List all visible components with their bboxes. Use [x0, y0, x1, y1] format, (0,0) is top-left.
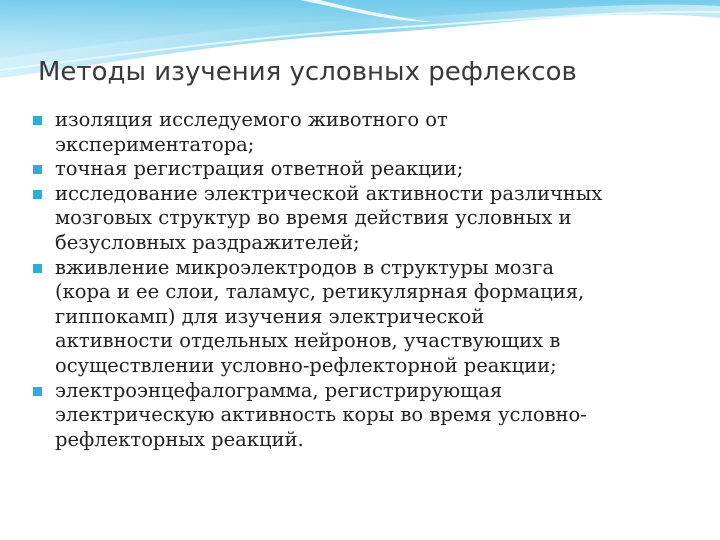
square-bullet-icon [33, 165, 42, 174]
bullet-line: мозговых структур во время действия условных и [55, 206, 572, 230]
bullet-item-microelectrodes [0, 256, 720, 379]
bullet-line: изоляция исследуемого животного от [55, 108, 448, 131]
bullet-line: рефлекторных реакций. [55, 427, 304, 451]
bullet-item-eeg [0, 379, 720, 453]
slide-title: Методы изучения условных рефлексов [38, 57, 577, 87]
square-bullet-icon [33, 116, 42, 125]
bullet-line: (кора и ее слои, таламус, ретикулярная формация, [55, 280, 585, 304]
square-bullet-icon [33, 264, 42, 273]
bullet-item-isolation [0, 108, 720, 157]
bullet-item-registration [0, 157, 720, 182]
bullet-line: электроэнцефалограмма, регистрирующая [55, 378, 503, 402]
bullet-line: вживление микроэлектродов в структуры мозга [55, 255, 554, 279]
bullet-list [0, 108, 720, 452]
bullet-line: исследование электрической активности различных [55, 181, 603, 205]
bullet-item-electrical-activity [0, 182, 720, 256]
bullet-line: активности отдельных нейронов, участвующих в [55, 329, 561, 353]
bullet-line: точная регистрация ответной реакции; [55, 157, 464, 181]
square-bullet-icon [33, 190, 42, 199]
square-bullet-icon [33, 387, 42, 396]
bullet-line: безусловных раздражителей; [55, 230, 360, 254]
bullet-line: осуществлении условно-рефлекторной реакции; [55, 353, 557, 377]
bullet-line: экспериментатора; [55, 132, 255, 156]
bullet-line: электрическую активность коры во время условно- [55, 403, 587, 427]
bullet-line: гиппокамп) для изучения электрической [55, 304, 485, 328]
